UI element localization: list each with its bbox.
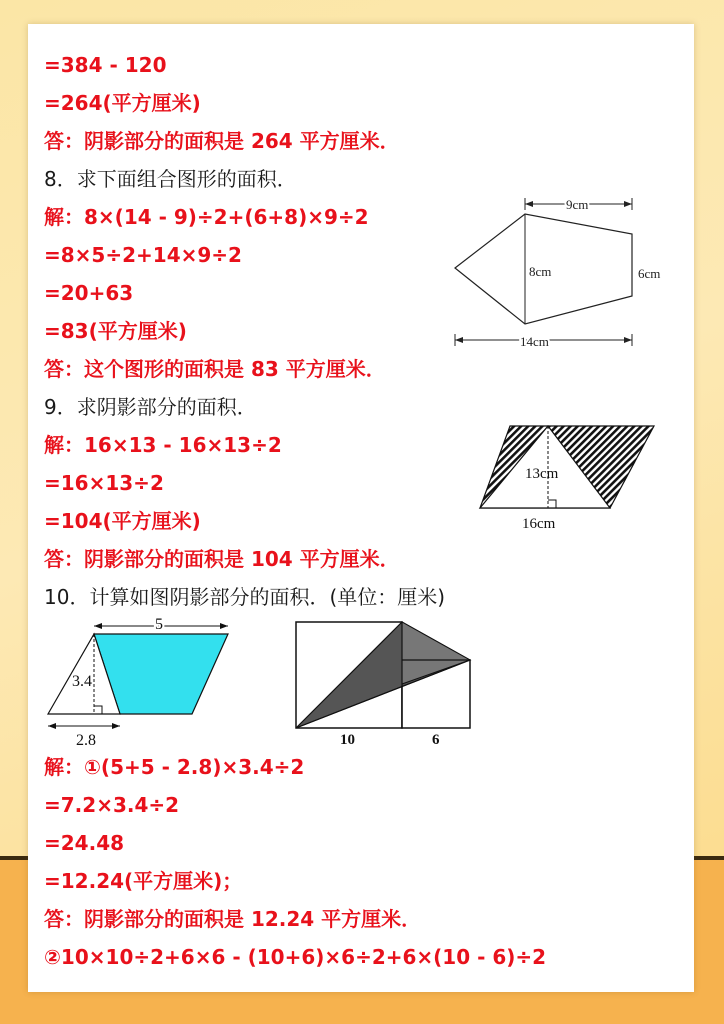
pentagon-top-label: 9cm bbox=[566, 197, 589, 212]
line-9: 答：这个图形的面积是 83 平方厘米． bbox=[44, 357, 386, 381]
line-5: 解：8×(14 - 9)÷2+(6+8)×9÷2 bbox=[44, 205, 369, 229]
line-16: 解：①(5+5 - 2.8)×3.4÷2 bbox=[44, 755, 305, 779]
line-12: =16×13÷2 bbox=[44, 471, 164, 495]
question-10: 10．计算如图阴影部分的面积．(单位：厘米) bbox=[44, 585, 446, 609]
squares-figure bbox=[292, 618, 478, 750]
question-9: 9．求阴影部分的面积． bbox=[44, 395, 257, 419]
pentagon-middle-label: 8cm bbox=[529, 264, 552, 279]
pentagon-bottom-label: 14cm bbox=[520, 334, 549, 349]
question-8: 8．求下面组合图形的面积． bbox=[44, 167, 297, 191]
trapezoid-height-label: 3.4 bbox=[72, 673, 92, 690]
trapezoid-base-label: 2.8 bbox=[76, 732, 96, 749]
trapezoid-figure bbox=[42, 614, 238, 750]
line-17: =7.2×3.4÷2 bbox=[44, 793, 180, 817]
line-21: ②10×10÷2+6×6 - (10+6)×6÷2+6×(10 - 6)÷2 bbox=[44, 945, 547, 969]
line-20: 答：阴影部分的面积是 12.24 平方厘米． bbox=[44, 907, 422, 931]
pentagon-figure bbox=[440, 188, 680, 358]
parallelogram-figure bbox=[476, 420, 660, 538]
line-7: =20+63 bbox=[44, 281, 134, 305]
parallelogram-base-label: 16cm bbox=[522, 516, 556, 532]
squares-left-label: 10 bbox=[340, 732, 355, 748]
line-2: =264(平方厘米) bbox=[44, 91, 201, 115]
line-6: =8×5÷2+14×9÷2 bbox=[44, 243, 242, 267]
line-8: =83(平方厘米) bbox=[44, 319, 187, 343]
line-1: =384 - 120 bbox=[44, 53, 167, 77]
squares-right-label: 6 bbox=[432, 732, 440, 748]
line-13: =104(平方厘米) bbox=[44, 509, 201, 533]
line-18: =24.48 bbox=[44, 831, 125, 855]
line-3: 答：阴影部分的面积是 264 平方厘米． bbox=[44, 129, 400, 153]
pentagon-right-label: 6cm bbox=[638, 266, 661, 281]
trapezoid-top-label: 5 bbox=[155, 616, 163, 633]
parallelogram-height-label: 13cm bbox=[525, 466, 559, 482]
line-14: 答：阴影部分的面积是 104 平方厘米． bbox=[44, 547, 400, 571]
line-19: =12.24(平方厘米)； bbox=[44, 869, 243, 893]
line-11: 解：16×13 - 16×13÷2 bbox=[44, 433, 282, 457]
